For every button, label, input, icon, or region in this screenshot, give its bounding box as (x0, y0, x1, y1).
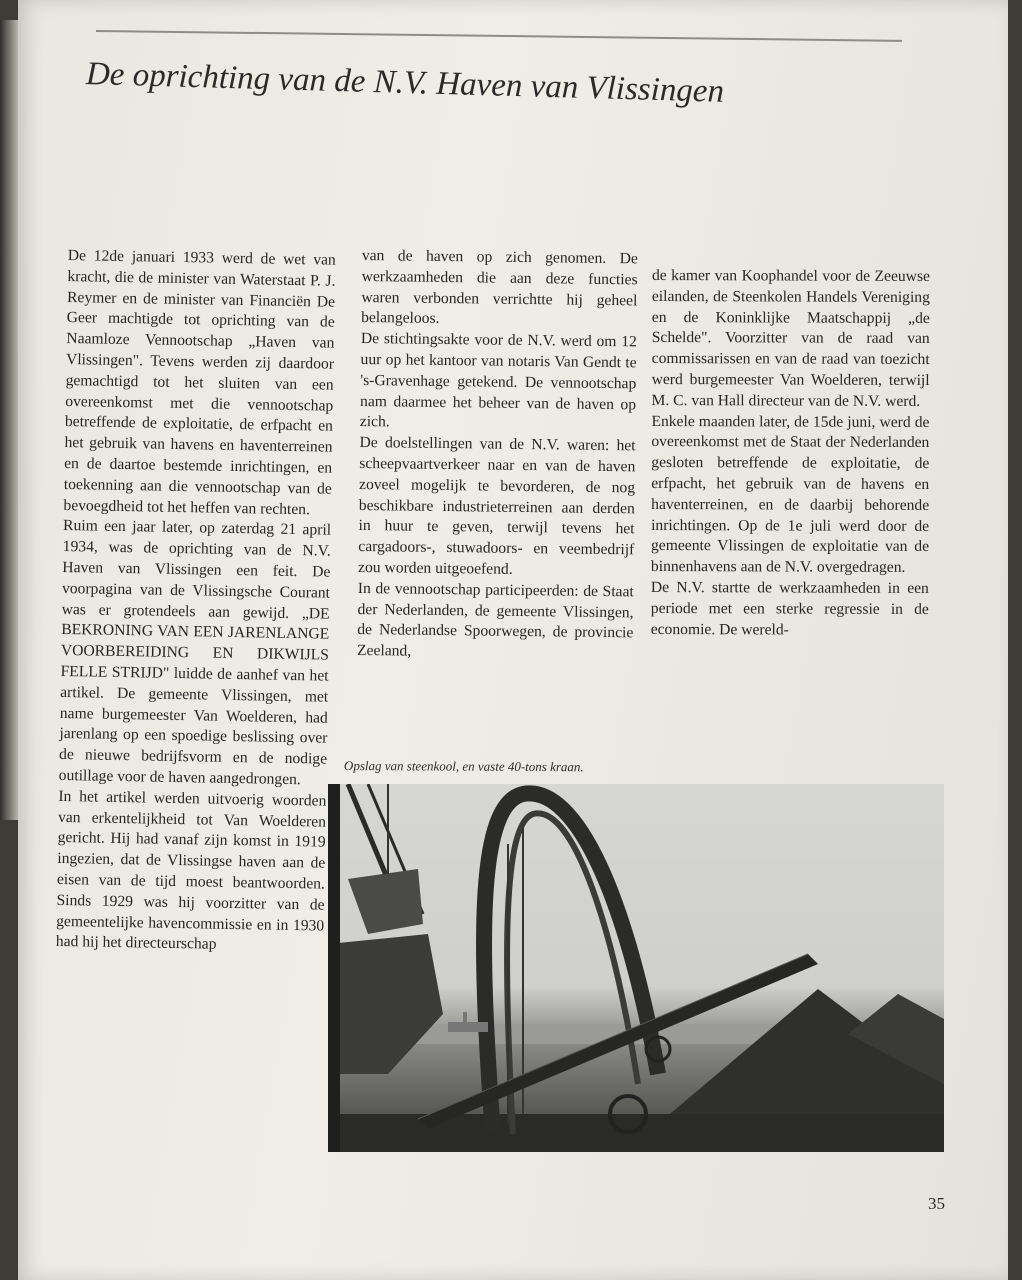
paragraph: De 12de januari 1933 werd de wet van kracht, die de minister van Waterstaat P. J. Reymer en de minister van Financiën De Geer machtigde tot oprichting van de Naamloze Vennootschap „Haven van Vlissingen". Tevens werden zij daardoor gemachtigd tot het sluiten van een overeenkomst met die vennootschap betreffende de exploitatie, de erfpacht en het gebruik van havens en haventerreinen en de daartoe bestemde inrichtingen, en toekenning aan die vennootschap van de bevoegdheid tot het heffen van rechten. (63, 246, 336, 518)
page-number: 35 (928, 1194, 945, 1213)
paragraph: De doelstellingen van de N.V. waren: het scheepvaartverkeer naar en van de haven zoveel mogelijk te bevorderen, de nog beschikbare industrieterreinen aan derden in huur te geven, terwijl tevens het cargadoors-, stuwadoors- en veembedrijf zou worden uitgeoefend. (357, 434, 636, 578)
text-column-1 (56, 246, 336, 958)
paragraph: de kamer van Koophandel voor de Zeeuwse eilanden, de Steenkolen Handels Vereniging en de Koninklijke Maatschappij „de Schelde". Voorzitter van de raad van commissarissen en van de raad van toezicht werd burgemeester Van Woelderen, terwijl M. C. van Hall directeur van de N.V. werd. (651, 267, 930, 410)
paragraph: Ruim een jaar later, op zaterdag 21 april 1934, was de oprichting van de N.V. Haven van Vlissingen een feit. De voorpagina van de Vlissingsche Courant was er grotendeels aan gewijd. „DE BEKRONING VAN EEN JARENLANGE VOORBEREIDING EN DIKWIJLS FELLE STRIJD" luidde de aanhef van het artikel. De gemeente Vlissingen, met name burgemeester Van Woelderen, had jarenlang op een spoedige beslissing over de nieuwe bedrijfsvorm en de nodige outillage voor de haven aangedrongen. (58, 517, 332, 789)
paragraph: In de vennootschap participeerden: de Staat der Nederlanden, de gemeente Vlissingen, de Nederlandse Spoorwegen, de provincie Zeeland, (356, 579, 634, 660)
text-column-2 (357, 246, 638, 665)
coal-crane-photo (328, 784, 944, 1152)
paragraph: In het artikel werden uitvoerig woorden van erkentelijkheid tot Van Woelderen gericht. Hij had vanaf zijn komst in 1919 ingezien, dat de Vlissingse haven aan de eisen van de tijd moest beantwoorden. Sinds 1929 was hij voorzitter van de gemeentelijke havencommissie en in 1930 had hij het directeurschap (55, 787, 327, 953)
paragraph: Enkele maanden later, de 15de juni, werd de overeenkomst met de Staat der Nederlanden gesloten betreffende de exploitatie, de erfpacht, het gebruik van de havens en haventerreinen, en de daarbij behorende inrichtingen. Op de 1e juli werd door de gemeente Vlissingen de exploitatie van de binnenhavens aan de N.V. overgedragen. (650, 412, 930, 577)
text-column-3 (651, 266, 930, 641)
paragraph: De stichtingsakte voor de N.V. werd om 12 uur op het kantoor van notaris Van Gendt te 's-Gravenhage getekend. De vennootschap nam daarmee het beheer van de haven op zich. (359, 330, 637, 431)
photo-caption: Opslag van steenkool, en vaste 40-tons kraan. (343, 758, 584, 775)
page-title: De oprichting van de N.V. Haven van Vlissingen (85, 56, 725, 110)
paragraph: De N.V. startte de werkzaamheden in een periode met een sterke regressie in de economie. De wereld- (650, 578, 929, 639)
paragraph: van de haven op zich genomen. De werkzaamheden die aan deze functies waren verbonden verrichtte hij geheel belangeloos. (361, 246, 638, 328)
